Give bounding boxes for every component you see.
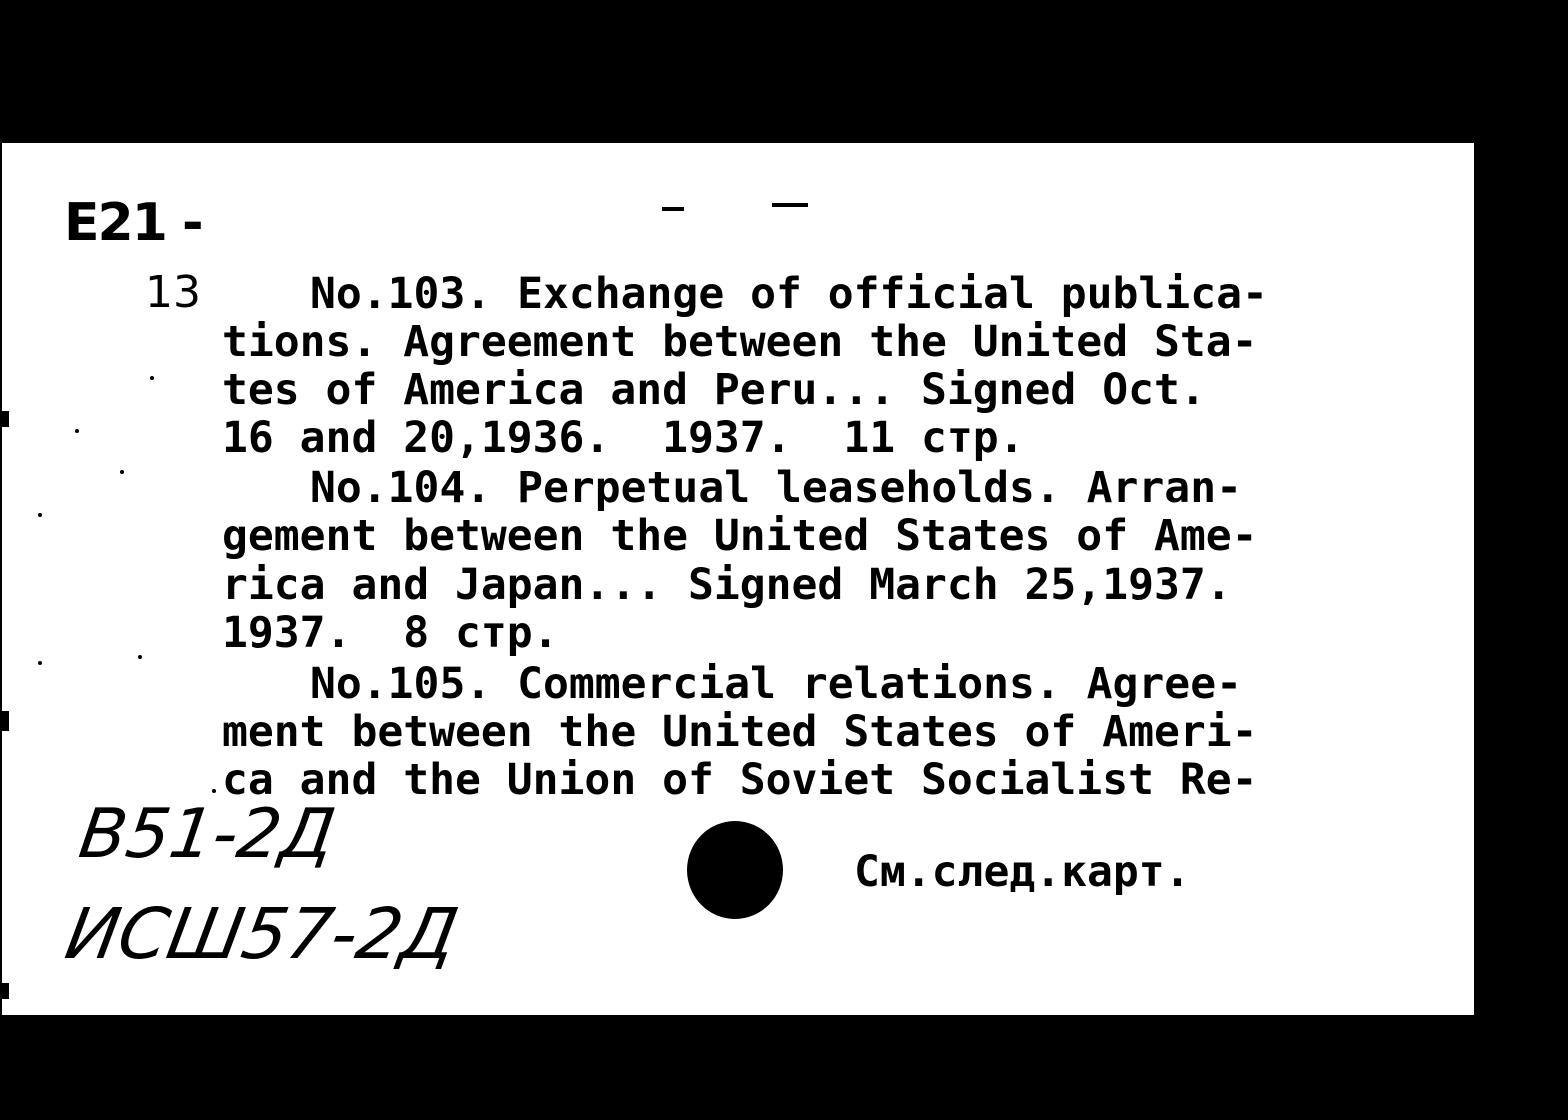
shelf-mark: E21 -	[64, 193, 202, 253]
scan-speck	[2, 983, 9, 999]
scan-speck	[138, 655, 142, 659]
top-dash-mark	[772, 203, 808, 207]
entry-103-line-4: 16 and 20,1936. 1937. 11 стр.	[222, 413, 1025, 463]
scan-speck	[75, 429, 79, 433]
entry-104-line-1: No.104. Perpetual leaseholds. Arran-	[310, 463, 1242, 513]
entry-104-line-3: rica and Japan... Signed March 25,1937.	[222, 560, 1232, 610]
entry-105-line-3: ca and the Union of Soviet Socialist Re-	[222, 755, 1258, 805]
call-number-handwritten: ИСШ57-2Д	[59, 893, 464, 975]
scan-speck	[212, 789, 216, 793]
scan-speck	[150, 376, 154, 380]
scan-speck	[2, 711, 9, 731]
scan-speck	[38, 513, 42, 517]
scan-speck	[120, 470, 124, 474]
entry-104-line-2: gement between the United States of Ame-	[222, 511, 1258, 561]
entry-103-line-1: No.103. Exchange of official publica-	[310, 269, 1268, 319]
entry-103-line-2: tions. Agreement between the United Sta-	[222, 317, 1258, 367]
entry-103-line-3: tes of America and Peru... Signed Oct.	[222, 365, 1206, 415]
entry-105-line-1: No.105. Commercial relations. Agree-	[310, 659, 1242, 709]
shelf-mark-sub: 13	[145, 267, 201, 318]
catalog-card	[2, 143, 1474, 1015]
see-next-card-note: См.след.карт.	[854, 847, 1191, 897]
scan-speck	[2, 411, 9, 427]
entry-104-line-4: 1937. 8 стр.	[222, 608, 559, 658]
punch-hole	[687, 821, 783, 919]
scan-speck	[38, 661, 42, 665]
call-number-handwritten: В51-2Д	[74, 795, 340, 874]
entry-105-line-2: ment between the United States of Ameri-	[222, 707, 1258, 757]
top-dash-mark	[662, 207, 684, 211]
